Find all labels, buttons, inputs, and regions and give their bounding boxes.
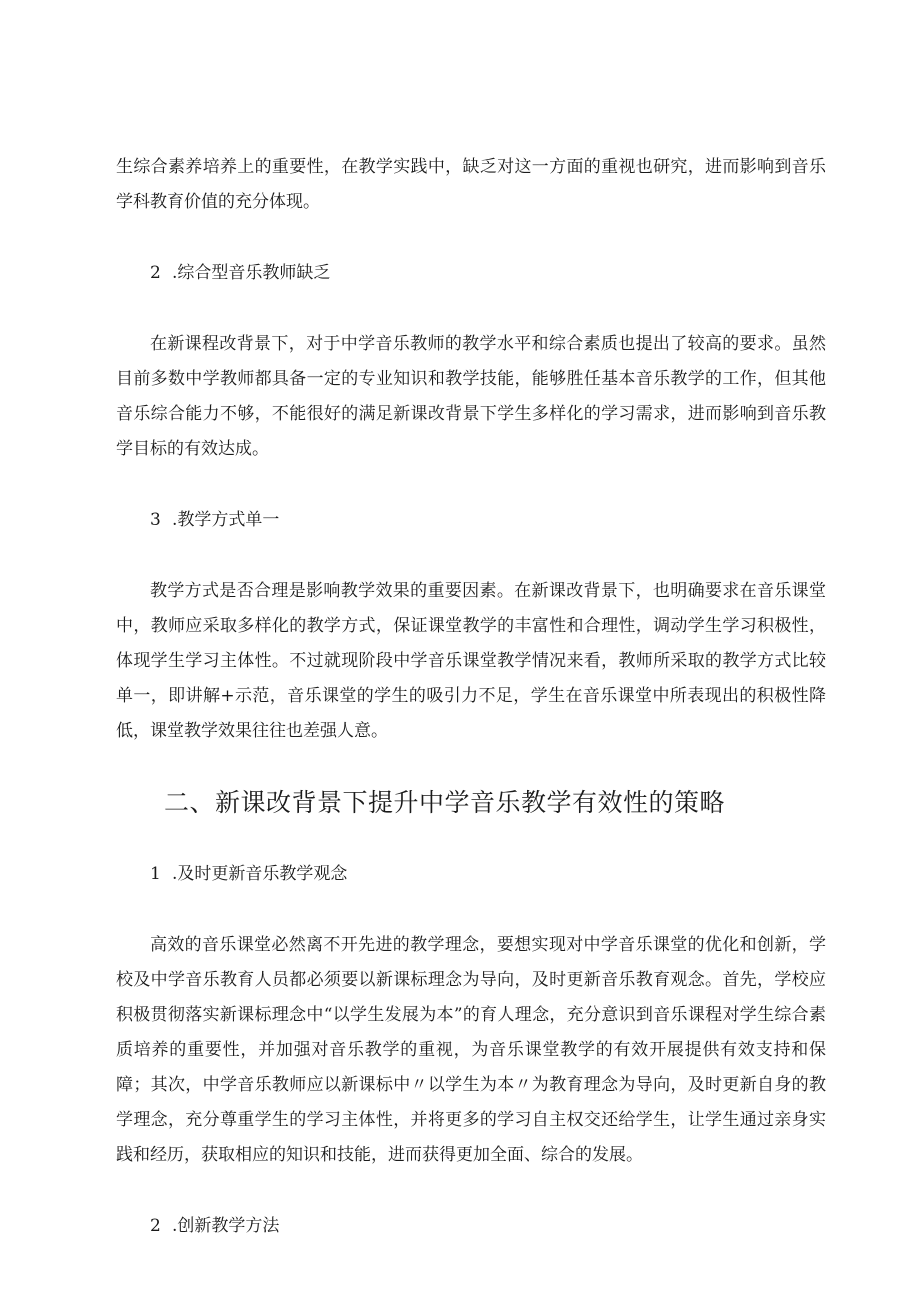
- subheading-text: .创新教学方法: [172, 1216, 280, 1236]
- subheading-text: .及时更新音乐教学观念: [172, 864, 348, 884]
- subheading-text: .教学方式单一: [172, 510, 280, 530]
- section-title: 二、新课改背景下提升中学音乐教学有效性的策略: [164, 788, 726, 817]
- subheading-1: [116, 857, 826, 892]
- subheading-3: [116, 503, 826, 538]
- subheading-text: .综合型音乐教师缺乏: [172, 263, 331, 283]
- subheading-number: 3: [150, 510, 161, 530]
- paragraph-update-concepts: 高效的音乐课堂必然离不开先进的教学理念，要想实现对中学音乐课堂的优化和创新，学校及中学音乐教育人员都必须要以新课标理念为导向，及时更新音乐教育观念。首先，学校应积极贯彻落实新课标理念中“以学生发展为本”的育人理念，充分意识到音乐课程对学生综合素质培养的重要性，并加强对音乐教学的重视，为音乐课堂教学的有效开展提供有效支持和保障；其次，中学音乐教师应以新课标中〃以学生为本〃为教育理念为导向，及时更新自身的教学理念，充分尊重学生的学习主体性，并将更多的学习自主权交还给学生，让学生通过亲身实践和经历，获取相应的知识和技能，进而获得更加全面、综合的发展。: [116, 935, 826, 1165]
- subheading-number: 2: [150, 263, 161, 283]
- subheading-2: [116, 256, 826, 291]
- subheading-2-innovate: [116, 1209, 826, 1244]
- paragraph-teaching-methods: 教学方式是否合理是影响教学效果的重要因素。在新课改背景下，也明确要求在音乐课堂中，教师应采取多样化的教学方式，保证课堂教学的丰富性和合理性，调动学生学习积极性，体现学生学习主体性。不过就现阶段中学音乐课堂教学情况来看，教师所采取的教学方式比较单一，即讲解+示范，音乐课堂的学生的吸引力不足，学生在音乐课堂中所表现出的积极性降低，课堂教学效果往往也差强人意。: [116, 581, 826, 741]
- subheading-number: 2: [150, 1216, 161, 1236]
- document-page: [116, 150, 826, 1244]
- paragraph-teachers: 在新课程改背景下，对于中学音乐教师的教学水平和综合素质也提出了较高的要求。虽然目前多数中学教师都具备一定的专业知识和教学技能，能够胜任基本音乐教学的工作，但其他音乐综合能力不够，不能很好的满足新课改背景下学生多样化的学习需求，进而影响到音乐教学目标的有效达成。: [116, 334, 826, 459]
- subheading-number: 1: [150, 864, 161, 884]
- paragraph-continued: 生综合素养培养上的重要性，在教学实践中，缺乏对这一方面的重视也研究，进而影响到音乐学科教育价值的充分体现。: [116, 157, 826, 212]
